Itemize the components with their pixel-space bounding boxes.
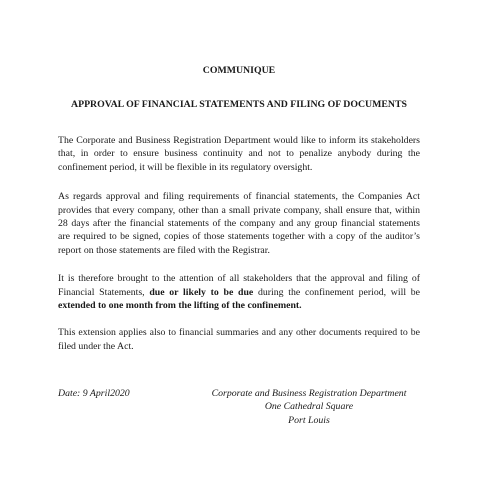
- communique-title: COMMUNIQUE: [202, 65, 276, 76]
- paragraph-extension: [58, 272, 420, 312]
- paragraph-extension-bold1: due or likely to be due: [149, 286, 254, 298]
- address-line-department: Corporate and Business Registration Department: [211, 388, 407, 399]
- address-line-street: One Cathedral Square: [264, 401, 354, 413]
- document-body: [58, 60, 420, 353]
- sender-address: [198, 387, 420, 427]
- paragraph-scope: This extension applies also to financial summaries and any other documents required to be filed under the Act.: [58, 327, 420, 352]
- paragraph-requirements: As regards approval and filing requirements of financial statements, the Companies Act provides that every company, other than a small private company, shall ensure that, within 28 days after the financial statements of the company and any group financial statements are required to be signed, copies of those statements together with a copy of the auditor’s report on those statements are filed with the Registrar.: [58, 191, 420, 256]
- paragraph-intro: The Corporate and Business Registration Department would like to inform its stakeholders that, in order to ensure business continuity and not to penalize anybody during the confinement period, it will be flexible in its regulatory oversight.: [58, 135, 420, 173]
- address-line-city: Port Louis: [288, 414, 330, 426]
- document-date: Date: 9 April2020: [58, 388, 130, 399]
- paragraph-extension-part2: during the confinement period, will be: [253, 286, 420, 298]
- paragraph-extension-bold2: extended to one month from the lifting of the confinement.: [58, 300, 302, 312]
- paragraph-extension-part1: It is therefore brought to the attention of all stakeholders that the approval and filing of Financial Statements,: [58, 273, 420, 298]
- document-subtitle: APPROVAL OF FINANCIAL STATEMENTS AND FILING OF DOCUMENTS: [71, 99, 407, 110]
